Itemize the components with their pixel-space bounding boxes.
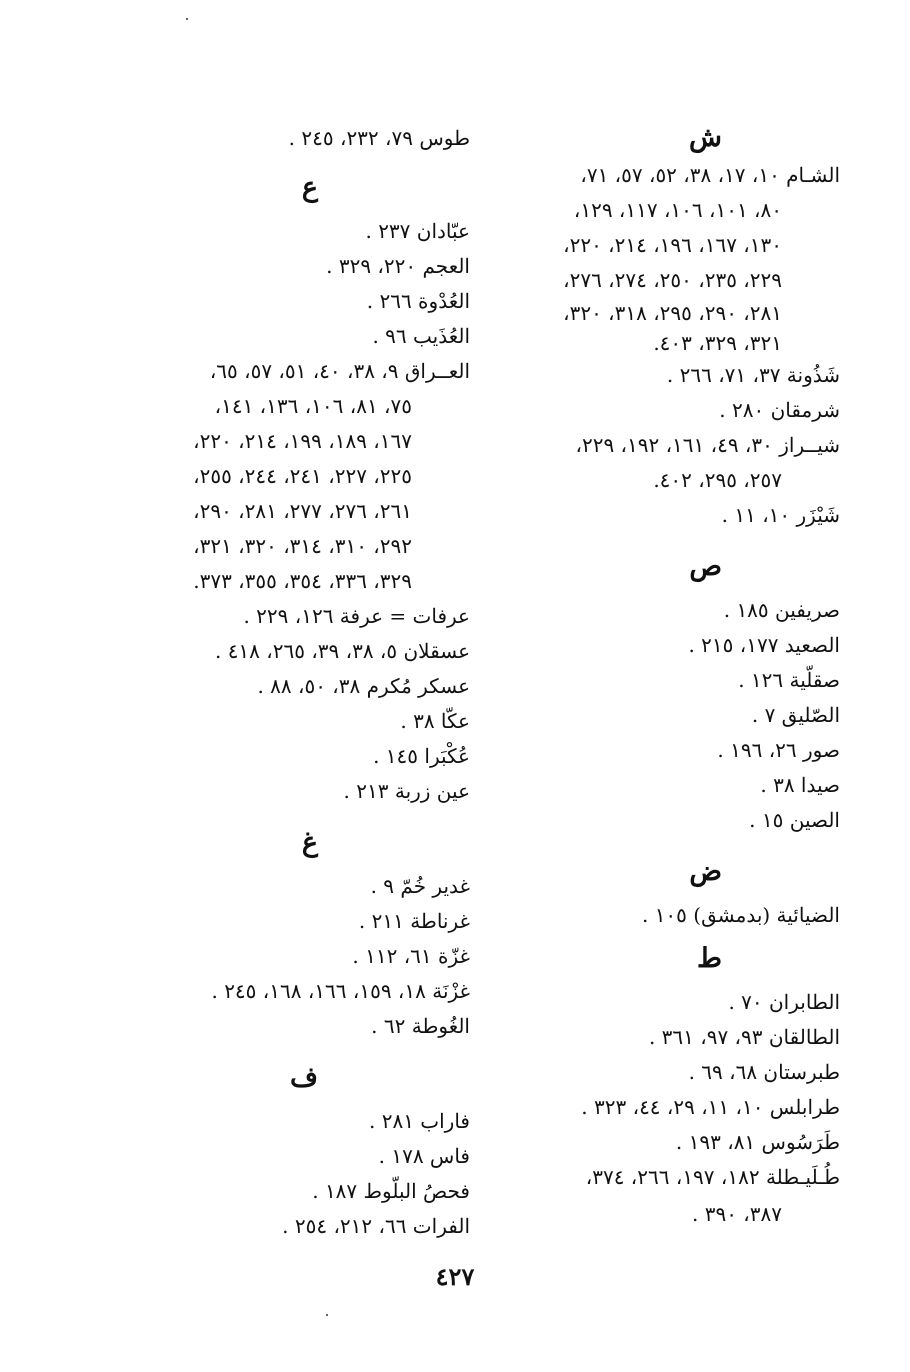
entry-line: العــراق ٩، ٣٨، ٤٠، ٥١، ٥٧، ٦٥، <box>209 359 470 383</box>
index-entry: الصين ١٥ . <box>749 808 840 832</box>
index-entry: فاس ١٧٨ . <box>378 1144 470 1168</box>
index-entry: فاراب ٢٨١ . <box>368 1109 470 1133</box>
index-entry: الصّليق ٧ . <box>751 703 840 727</box>
index-entry <box>140 354 470 599</box>
index-entry: عسكر مُكرم ٣٨، ٥٠، ٨٨ . <box>257 674 470 698</box>
index-entry: شَذُونة ٣٧، ٧١، ٢٦٦ . <box>666 363 840 387</box>
index-entry: طرابلس ١٠، ١١، ٢٩، ٤٤، ٣٢٣ . <box>581 1095 840 1119</box>
index-entry: الطالقان ٩٣، ٩٧، ٣٦١ . <box>648 1025 840 1049</box>
index-entry: صريفين ١٨٥ . <box>723 598 840 622</box>
index-entry: عكّا ٣٨ . <box>400 709 470 733</box>
index-entry: فحصُ البلّوط ١٨٧ . <box>312 1179 470 1203</box>
entry-continuation: ٨٠، ١٠١، ١٠٦، ١١٧، ١٢٩، <box>573 198 782 222</box>
index-entry: عسقلان ٥، ٣٨، ٣٩، ٢٦٥، ٤١٨ . <box>214 639 470 663</box>
section-gap <box>450 838 840 852</box>
index-entry: الضيائية (بدمشق) ١٠٥ . <box>641 903 840 927</box>
index-entry: عبّادان ٢٣٧ . <box>365 219 470 243</box>
entry-continuation: ٣٢٩، ٣٣٦، ٣٥٤، ٣٥٥، ٣٧٣. <box>193 569 412 593</box>
index-entry: طَرَسُوس ٨١، ١٩٣ . <box>675 1130 840 1154</box>
entry-continuation: ٧٥، ٨١، ١٠٦، ١٣٦، ١٤١، <box>214 394 412 418</box>
entry-continuation: ٢٥٧، ٢٩٥، ٤٠٢. <box>653 468 782 492</box>
section-letter-faa: ف <box>290 1062 318 1093</box>
index-entry: غدير خُمّ ٩ . <box>370 874 470 898</box>
entry-line: الشـام ١٠، ١٧، ٣٨، ٥٢، ٥٧، ٧١، <box>580 163 840 187</box>
entry-continuation: ١٣٠، ١٦٧، ١٩٦، ٢١٤، ٢٢٠، <box>563 233 782 257</box>
index-entry: الصعيد ١٧٧، ٢١٥ . <box>688 633 840 657</box>
entry-continuation: ٣٨٧، ٣٩٠ . <box>692 1202 782 1226</box>
entry-continuation: ٢٩٢، ٣١٠، ٣١٤، ٣٢٠، ٣٢١، <box>193 534 412 558</box>
section-letter-ain: ع <box>301 172 318 203</box>
index-entry: العجم ٢٢٠، ٣٢٩ . <box>326 254 470 278</box>
section-gap <box>140 809 470 823</box>
entry-line: طُـلَيـطلة ١٨٢، ١٩٧، ٢٦٦، ٣٧٤، <box>585 1165 840 1189</box>
index-entry: غرناطة ٢١١ . <box>358 909 470 933</box>
index-entry <box>450 428 840 498</box>
index-entry: عُكْبَرا ١٤٥ . <box>373 744 470 768</box>
index-entry: طبرستان ٦٨، ٦٩ . <box>688 1060 840 1084</box>
entry-continuation: ٢٢٩، ٢٣٥، ٢٥٠، ٢٧٤، ٢٧٦، <box>563 268 782 292</box>
entry-line: شيــراز ٣٠، ٤٩، ١٦١، ١٩٢، ٢٢٩، <box>575 433 840 457</box>
index-entry: الفرات ٦٦، ٢١٢، ٢٥٤ . <box>282 1214 470 1238</box>
index-entry: العُدْوة ٢٦٦ . <box>366 289 470 313</box>
section-gap <box>450 533 840 547</box>
index-entry: صيدا ٣٨ . <box>760 773 840 797</box>
entry-continuation: ٢٨١، ٢٩٠، ٢٩٥، ٣١٨، ٣٢٠، <box>563 301 782 325</box>
section-letter-taa: ط <box>697 943 722 974</box>
index-entry: صور ٢٦، ١٩٦ . <box>717 738 840 762</box>
section-letter-ghain: غ <box>301 827 318 858</box>
entry-continuation: ١٦٧، ١٨٩، ١٩٩، ٢١٤، ٢٢٠، <box>193 429 412 453</box>
section-letter-sheen: ش <box>689 122 722 153</box>
index-entry: عرفات = عرفة ١٢٦، ٢٢٩ . <box>243 604 470 628</box>
index-entry: صقلّية ١٢٦ . <box>738 668 840 692</box>
section-gap <box>140 1044 470 1058</box>
page-number: ٤٢٧ <box>435 1262 475 1291</box>
index-entry <box>450 158 840 358</box>
index-entry: الطابران ٧٠ . <box>728 990 840 1014</box>
index-entry: غزْنَة ١٨، ١٥٩، ١٦٦، ١٦٨، ٢٤٥ . <box>211 979 470 1003</box>
index-entry: العُذَيب ٩٦ . <box>372 324 470 348</box>
index-entry <box>450 1160 840 1233</box>
entry-continuation: ٢٢٥، ٢٢٧، ٢٤١، ٢٤٤، ٢٥٥، <box>193 464 412 488</box>
index-entry: طوس ٧٩، ٢٣٢، ٢٤٥ . <box>288 126 470 150</box>
entry-continuation: ٣٢١، ٣٢٩، ٤٠٣. <box>653 331 782 355</box>
index-entry: عين زربة ٢١٣ . <box>343 779 470 803</box>
section-letter-saad: ص <box>689 551 722 582</box>
index-entry: الغُوطة ٦٢ . <box>371 1014 470 1038</box>
section-letter-daad: ض <box>689 856 722 887</box>
index-entry: شَيْزَر ١٠، ١١ . <box>721 503 840 527</box>
index-entry: غزّة ٦١، ١١٢ . <box>352 944 470 968</box>
index-entry: شرمقان ٢٨٠ . <box>719 398 840 422</box>
right-column <box>450 118 840 1233</box>
scan-speck <box>186 18 188 20</box>
entry-continuation: ٢٦١، ٢٧٦، ٢٧٧، ٢٨١، ٢٩٠، <box>193 499 412 523</box>
left-column <box>140 118 470 1244</box>
scan-speck <box>326 1314 328 1316</box>
